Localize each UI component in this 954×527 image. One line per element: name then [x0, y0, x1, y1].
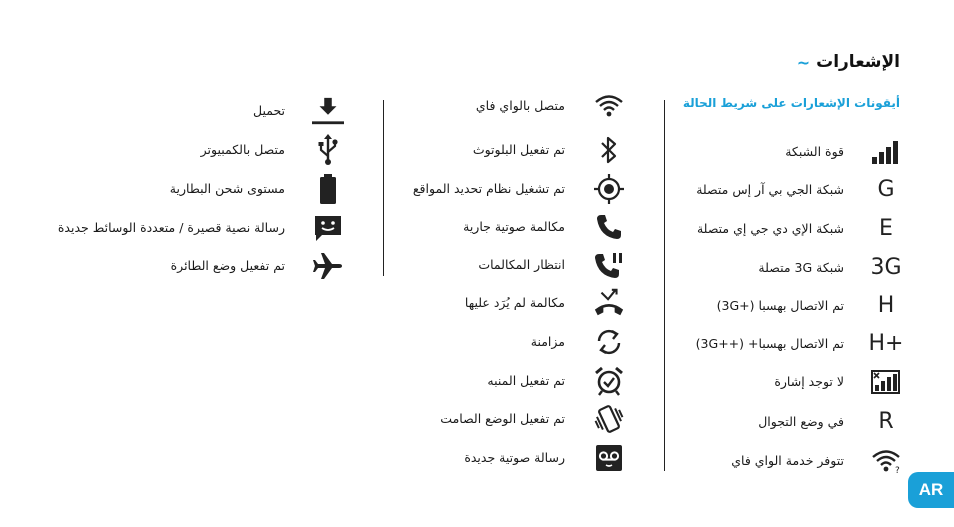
sync-icon — [593, 326, 625, 358]
usb-icon — [312, 134, 344, 166]
list-item-label: تحميل — [252, 103, 285, 118]
hspa-icon: H — [877, 293, 895, 318]
list-item — [400, 132, 630, 168]
list-item-label: تم الاتصال بهسبا+ (++3G) — [695, 336, 844, 351]
list-item — [40, 93, 360, 129]
list-item-label: قوة الشبكة — [785, 144, 844, 159]
list-item-label: تم تشغيل نظام تحديد المواقع — [412, 181, 565, 196]
gprs-icon: G — [877, 177, 895, 202]
3g-icon: 3G — [870, 255, 902, 280]
list-item-label: مستوى شحن البطارية — [169, 181, 285, 196]
call-hold-icon — [593, 249, 625, 281]
list-item-label: متصل بالواي فاي — [475, 98, 565, 113]
page-title: الإشعارات — [816, 52, 900, 72]
voicemail-icon — [593, 442, 625, 474]
list-item-label: رسالة صوتية جديدة — [464, 450, 565, 465]
list-item-label: تم تفعيل وضع الطائرة — [170, 258, 285, 273]
list-item — [670, 404, 910, 440]
section-heading: أيقونات الإشعارات على شريط الحالة — [682, 96, 900, 110]
battery-icon — [312, 173, 344, 205]
list-item — [40, 248, 360, 284]
list-item — [670, 443, 910, 479]
list-item — [400, 247, 630, 283]
list-item — [40, 171, 360, 207]
list-item-label: لا توجد إشارة — [774, 374, 844, 389]
list-item — [400, 324, 630, 360]
list-item — [400, 285, 630, 321]
roaming-icon: R — [878, 409, 894, 434]
list-item — [670, 250, 910, 286]
svg-text:?: ? — [895, 466, 900, 474]
vibrate-icon — [593, 403, 625, 435]
list-item — [400, 440, 630, 476]
list-item-label: تم تفعيل المنبه — [487, 373, 565, 388]
page-header — [797, 52, 900, 72]
list-item-label: انتظار المكالمات — [478, 257, 565, 272]
call-icon — [593, 211, 625, 243]
list-item-label: شبكة الجي بي آر إس متصلة — [696, 182, 844, 197]
list-item-label: في وضع التجوال — [758, 414, 844, 429]
list-item — [670, 172, 910, 208]
edge-icon: E — [879, 216, 893, 241]
list-item-label: تم الاتصال بهسبا (+3G) — [716, 298, 844, 313]
sms-icon — [312, 212, 344, 244]
list-item-label: شبكة الإي دي جي إي متصلة — [696, 221, 844, 236]
list-item — [670, 326, 910, 362]
column-divider-right — [664, 100, 665, 471]
list-item-label: متصل بالكمبيوتر — [200, 142, 285, 157]
list-item-label: مكالمة صوتية جارية — [463, 219, 565, 234]
list-item-label: مزامنة — [530, 334, 565, 349]
list-item-label: تم تفعيل البلوتوث — [472, 142, 565, 157]
column-divider-left — [383, 100, 384, 276]
list-item — [40, 210, 360, 246]
list-item — [400, 209, 630, 245]
list-item — [400, 171, 630, 207]
list-item — [670, 211, 910, 247]
list-item — [400, 401, 630, 437]
list-item-label: رسالة نصية قصيرة / متعددة الوسائط جديدة — [57, 220, 285, 235]
download-icon — [312, 95, 344, 127]
list-item-label: تتوفر خدمة الواي فاي — [731, 453, 844, 468]
list-item — [400, 363, 630, 399]
no-signal-icon — [870, 366, 902, 398]
alarm-icon — [593, 365, 625, 397]
list-item-label: شبكة 3G متصلة — [758, 260, 844, 275]
bluetooth-icon — [593, 134, 625, 166]
signal-strength-icon — [870, 136, 902, 168]
missed-call-icon — [593, 287, 625, 319]
list-item — [670, 134, 910, 170]
airplane-icon — [312, 250, 344, 282]
wifi-available-icon — [870, 445, 902, 477]
list-item — [40, 132, 360, 168]
list-item-label: تم تفعيل الوضع الصامت — [440, 411, 565, 426]
list-item — [400, 88, 630, 124]
language-badge: AR — [908, 472, 954, 508]
list-item-label: مكالمة لم يُرَد عليها — [464, 295, 565, 310]
list-item — [670, 288, 910, 324]
title-tilde: ~ — [796, 52, 811, 72]
hspa-plus-icon: H+ — [868, 331, 904, 356]
gps-icon — [593, 173, 625, 205]
wifi-connected-icon — [593, 90, 625, 122]
list-item — [670, 364, 910, 400]
